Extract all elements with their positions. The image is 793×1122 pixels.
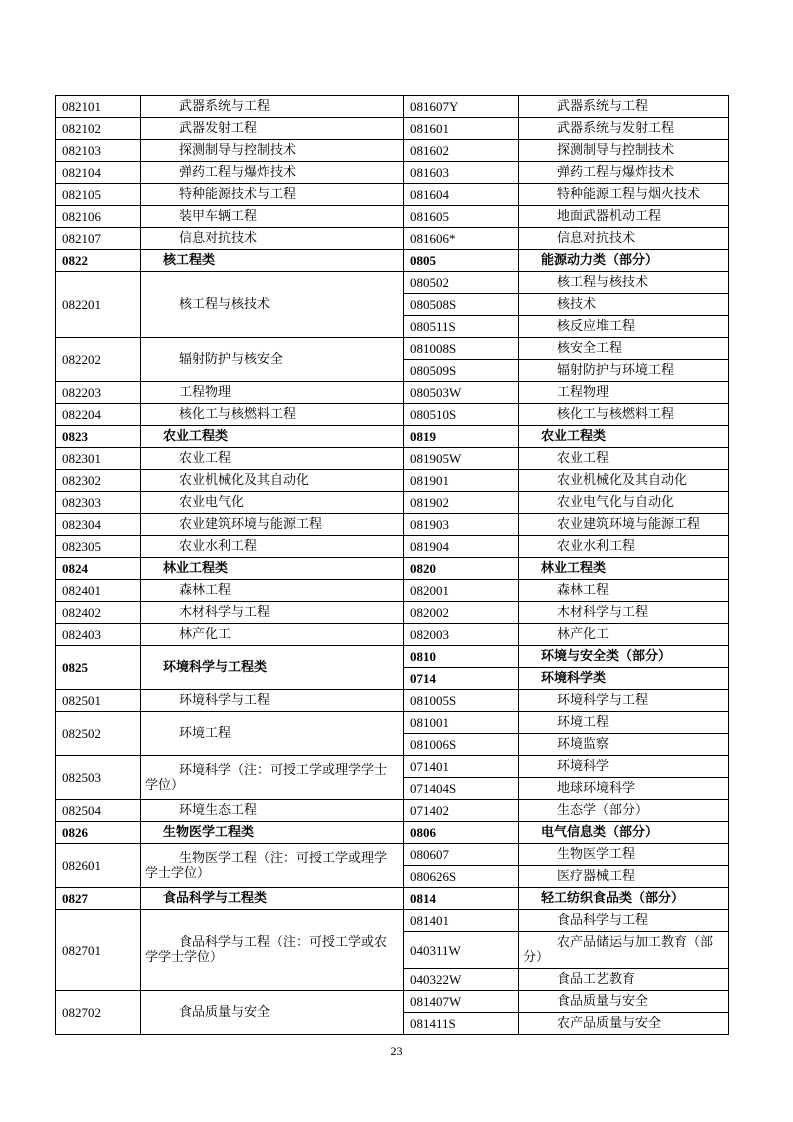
- old-major-name: 环境科学与工程: [519, 690, 729, 712]
- table-row: [56, 272, 729, 294]
- old-category-name: 轻工纺织食品类（部分）: [519, 888, 729, 910]
- new-code: 082303: [56, 492, 141, 514]
- table-row: [56, 580, 729, 602]
- old-code: 081604: [404, 184, 519, 206]
- new-major-name: 农业建筑环境与能源工程: [141, 514, 404, 536]
- new-major-name: 农业机械化及其自动化: [141, 470, 404, 492]
- new-major-name: 工程物理: [141, 382, 404, 404]
- old-major-name: 地球环境科学: [519, 778, 729, 800]
- old-major-name: 武器系统与发射工程: [519, 118, 729, 140]
- new-major-name: 农业工程: [141, 448, 404, 470]
- new-code: 082402: [56, 602, 141, 624]
- old-major-name: 核反应堆工程: [519, 316, 729, 338]
- new-major-name: 武器发射工程: [141, 118, 404, 140]
- old-major-name: 地面武器机动工程: [519, 206, 729, 228]
- new-code: 082102: [56, 118, 141, 140]
- old-code: 081902: [404, 492, 519, 514]
- old-code: 071404S: [404, 778, 519, 800]
- category-row: [56, 888, 729, 910]
- old-major-name: 生态学（部分）: [519, 800, 729, 822]
- old-major-name: 武器系统与工程: [519, 96, 729, 118]
- old-major-name: 核化工与核燃料工程: [519, 404, 729, 426]
- new-major-name: 环境生态工程: [141, 800, 404, 822]
- major-catalog-sheet: [55, 95, 728, 1035]
- old-major-name: 食品质量与安全: [519, 991, 729, 1013]
- old-major-name: 农产品储运与加工教育（部分）: [519, 932, 729, 969]
- table-row: [56, 602, 729, 624]
- new-code: 082702: [56, 991, 141, 1035]
- new-category-code: 0823: [56, 426, 141, 448]
- table-row: [56, 404, 729, 426]
- old-code: 081005S: [404, 690, 519, 712]
- old-category-code: 0806: [404, 822, 519, 844]
- table-row: [56, 536, 729, 558]
- old-major-name: 农业工程: [519, 448, 729, 470]
- new-code: 082103: [56, 140, 141, 162]
- old-category-name: 环境与安全类（部分）: [519, 646, 729, 668]
- table-row: [56, 492, 729, 514]
- table-row: [56, 448, 729, 470]
- old-code: 081602: [404, 140, 519, 162]
- new-category-code: 0824: [56, 558, 141, 580]
- old-category-code: 0814: [404, 888, 519, 910]
- new-major-name: 森林工程: [141, 580, 404, 602]
- old-code: 081006S: [404, 734, 519, 756]
- old-code: 081605: [404, 206, 519, 228]
- old-code: 081001: [404, 712, 519, 734]
- old-category-code: 0819: [404, 426, 519, 448]
- category-row: [56, 426, 729, 448]
- old-major-name: 探测制导与控制技术: [519, 140, 729, 162]
- old-category-name: 能源动力类（部分）: [519, 250, 729, 272]
- old-major-name: 环境监察: [519, 734, 729, 756]
- new-code: 082105: [56, 184, 141, 206]
- table-row: [56, 184, 729, 206]
- new-major-name: 特种能源技术与工程: [141, 184, 404, 206]
- new-category-name: 林业工程类: [141, 558, 404, 580]
- table-row: [56, 206, 729, 228]
- new-code: 082201: [56, 272, 141, 338]
- table-row: [56, 800, 729, 822]
- old-category-name: 林业工程类: [519, 558, 729, 580]
- new-major-name: 林产化工: [141, 624, 404, 646]
- table-row: [56, 712, 729, 734]
- old-major-name: 辐射防护与环境工程: [519, 360, 729, 382]
- new-category-name: 生物医学工程类: [141, 822, 404, 844]
- table-row: [56, 756, 729, 778]
- old-code: 081901: [404, 470, 519, 492]
- new-category-code: 0827: [56, 888, 141, 910]
- old-category-code: 0810: [404, 646, 519, 668]
- old-code: 080509S: [404, 360, 519, 382]
- new-code: 082107: [56, 228, 141, 250]
- new-code: 082401: [56, 580, 141, 602]
- old-code: 081903: [404, 514, 519, 536]
- page-number: 23: [390, 1044, 403, 1058]
- new-major-name: 环境工程: [141, 712, 404, 756]
- old-code: 080503W: [404, 382, 519, 404]
- old-code: 080502: [404, 272, 519, 294]
- new-code: 082304: [56, 514, 141, 536]
- major-comparison-table: [55, 95, 729, 1035]
- new-code: 082101: [56, 96, 141, 118]
- new-code: 082106: [56, 206, 141, 228]
- new-category-code: 0825: [56, 646, 141, 690]
- new-major-name: 核化工与核燃料工程: [141, 404, 404, 426]
- old-major-name: 食品科学与工程: [519, 910, 729, 932]
- old-code: 040322W: [404, 969, 519, 991]
- new-major-name: 装甲车辆工程: [141, 206, 404, 228]
- old-code: 071401: [404, 756, 519, 778]
- new-major-name: 武器系统与工程: [141, 96, 404, 118]
- old-major-name: 农产品质量与安全: [519, 1013, 729, 1035]
- old-code: 040311W: [404, 932, 519, 969]
- old-code: 082002: [404, 602, 519, 624]
- table-row: [56, 514, 729, 536]
- table-row: [56, 140, 729, 162]
- old-major-name: 农业建筑环境与能源工程: [519, 514, 729, 536]
- old-category-name: 农业工程类: [519, 426, 729, 448]
- old-code: 081401: [404, 910, 519, 932]
- new-code: 082104: [56, 162, 141, 184]
- table-row: [56, 382, 729, 404]
- old-code: 080508S: [404, 294, 519, 316]
- old-major-name: 特种能源工程与烟火技术: [519, 184, 729, 206]
- old-code: 081904: [404, 536, 519, 558]
- new-major-name: 辐射防护与核安全: [141, 338, 404, 382]
- new-major-name: 探测制导与控制技术: [141, 140, 404, 162]
- table-row: [56, 162, 729, 184]
- old-major-name: 环境科学: [519, 756, 729, 778]
- old-code: 081411S: [404, 1013, 519, 1035]
- new-category-name: 农业工程类: [141, 426, 404, 448]
- table-row: [56, 844, 729, 866]
- new-major-name: 环境科学（注：可授工学或理学学士学位）: [141, 756, 404, 800]
- old-code: 080511S: [404, 316, 519, 338]
- new-code: 082203: [56, 382, 141, 404]
- old-code: 082001: [404, 580, 519, 602]
- new-major-name: 食品质量与安全: [141, 991, 404, 1035]
- old-code: 080510S: [404, 404, 519, 426]
- old-code: 081905W: [404, 448, 519, 470]
- old-category-name: 环境科学类: [519, 668, 729, 690]
- old-major-name: 生物医学工程: [519, 844, 729, 866]
- new-category-code: 0826: [56, 822, 141, 844]
- table-row: [56, 910, 729, 932]
- new-major-name: 木材科学与工程: [141, 602, 404, 624]
- table-row: [56, 991, 729, 1013]
- new-code: 082501: [56, 690, 141, 712]
- old-code: 071402: [404, 800, 519, 822]
- old-major-name: 核技术: [519, 294, 729, 316]
- old-code: 081601: [404, 118, 519, 140]
- old-major-name: 核工程与核技术: [519, 272, 729, 294]
- new-code: 082503: [56, 756, 141, 800]
- old-major-name: 森林工程: [519, 580, 729, 602]
- old-major-name: 环境工程: [519, 712, 729, 734]
- new-category-code: 0822: [56, 250, 141, 272]
- table-row: [56, 690, 729, 712]
- old-major-name: 信息对抗技术: [519, 228, 729, 250]
- old-category-code: 0820: [404, 558, 519, 580]
- old-code: 081607Y: [404, 96, 519, 118]
- table-row: [56, 118, 729, 140]
- old-code: 081407W: [404, 991, 519, 1013]
- category-row: [56, 250, 729, 272]
- new-major-name: 生物医学工程（注：可授工学或理学学士学位）: [141, 844, 404, 888]
- new-major-name: 农业水利工程: [141, 536, 404, 558]
- old-major-name: 农业机械化及其自动化: [519, 470, 729, 492]
- new-major-name: 农业电气化: [141, 492, 404, 514]
- old-category-code: 0714: [404, 668, 519, 690]
- new-code: 082502: [56, 712, 141, 756]
- old-major-name: 医疗器械工程: [519, 866, 729, 888]
- table-row: [56, 470, 729, 492]
- old-major-name: 弹药工程与爆炸技术: [519, 162, 729, 184]
- old-code: 081603: [404, 162, 519, 184]
- new-major-name: 信息对抗技术: [141, 228, 404, 250]
- new-major-name: 食品科学与工程（注：可授工学或农学学士学位）: [141, 910, 404, 991]
- new-code: 082403: [56, 624, 141, 646]
- old-major-name: 农业电气化与自动化: [519, 492, 729, 514]
- old-major-name: 核安全工程: [519, 338, 729, 360]
- table-row: [56, 96, 729, 118]
- new-code: 082601: [56, 844, 141, 888]
- category-row: [56, 558, 729, 580]
- new-code: 082202: [56, 338, 141, 382]
- old-major-name: 林产化工: [519, 624, 729, 646]
- table-row: [56, 338, 729, 360]
- old-code: 081008S: [404, 338, 519, 360]
- new-major-name: 弹药工程与爆炸技术: [141, 162, 404, 184]
- new-code: 082301: [56, 448, 141, 470]
- new-category-name: 食品科学与工程类: [141, 888, 404, 910]
- table-row: [56, 228, 729, 250]
- old-code: 080607: [404, 844, 519, 866]
- old-major-name: 农业水利工程: [519, 536, 729, 558]
- category-row: [56, 822, 729, 844]
- new-category-name: 环境科学与工程类: [141, 646, 404, 690]
- new-code: 082504: [56, 800, 141, 822]
- new-code: 082305: [56, 536, 141, 558]
- new-category-name: 核工程类: [141, 250, 404, 272]
- old-major-name: 木材科学与工程: [519, 602, 729, 624]
- old-category-code: 0805: [404, 250, 519, 272]
- table-row: [56, 624, 729, 646]
- old-code: 080626S: [404, 866, 519, 888]
- new-major-name: 核工程与核技术: [141, 272, 404, 338]
- old-category-name: 电气信息类（部分）: [519, 822, 729, 844]
- old-code: 082003: [404, 624, 519, 646]
- old-major-name: 工程物理: [519, 382, 729, 404]
- old-code: 081606*: [404, 228, 519, 250]
- new-code: 082701: [56, 910, 141, 991]
- new-code: 082204: [56, 404, 141, 426]
- new-major-name: 环境科学与工程: [141, 690, 404, 712]
- category-row: [56, 646, 729, 668]
- old-major-name: 食品工艺教育: [519, 969, 729, 991]
- new-code: 082302: [56, 470, 141, 492]
